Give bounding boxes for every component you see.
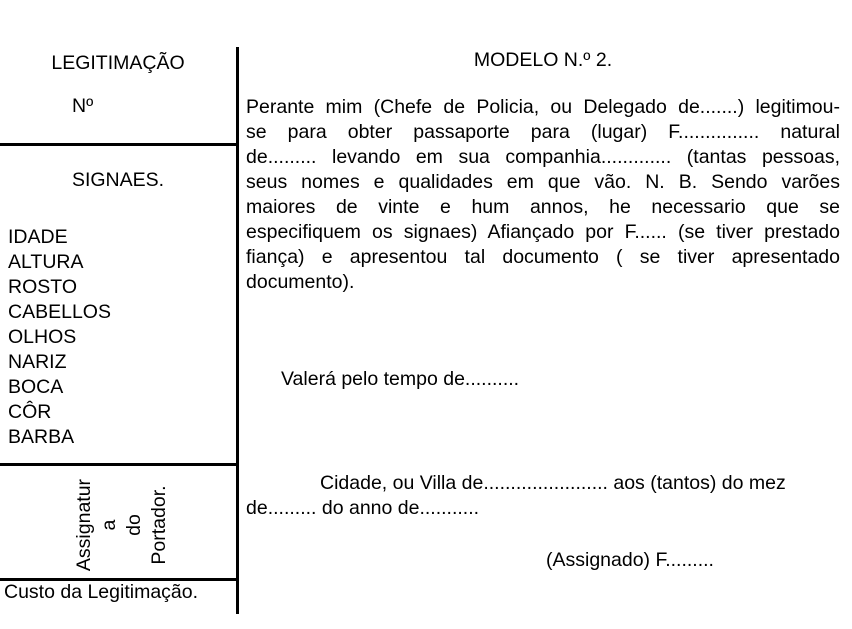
- bearer-signature-label-rotated: [72, 477, 172, 573]
- document-body-line: especifiquem os signaes) Afiançado por F...... (se tiver prestado: [246, 221, 840, 243]
- document-body-line: Perante mim (Chefe de Policia, ou Delegado de.......) legitimou-: [246, 96, 840, 118]
- legitimation-cost-footer: Custo da Legitimação.: [4, 581, 199, 603]
- column-divider-vertical-rule: [236, 47, 239, 614]
- place-and-date-line: de......... do anno de...........: [246, 497, 480, 519]
- document-body-paragraph: [246, 95, 840, 295]
- document-body-line: fiança) e apresentou tal documento ( se tiver apresentado: [246, 246, 840, 268]
- document-body-line: maiores de vinte e hum annos, he necessario que se: [246, 196, 840, 218]
- horizontal-rule-below-signaes: [0, 463, 239, 466]
- signaes-item: BOCA: [8, 376, 64, 398]
- document-title: MODELO N.º 2.: [473, 49, 613, 71]
- place-and-date-line: Cidade, ou Villa de....................... aos (tantos) do mez: [320, 472, 786, 494]
- document-body-line: seus nomes e qualidades em que vão. N. B. Sendo varões: [246, 171, 840, 193]
- bearer-signature-label-line: Assignatur: [73, 478, 95, 572]
- validity-period-line: Valerá pelo tempo de..........: [281, 368, 520, 390]
- horizontal-rule-below-number: [0, 143, 239, 146]
- signaes-item: CÔR: [8, 401, 52, 423]
- signaes-list: [8, 225, 111, 450]
- place-and-date-paragraph: [246, 471, 840, 521]
- signaes-item: BARBA: [8, 426, 75, 448]
- signaes-item: NARIZ: [8, 351, 67, 373]
- bearer-signature-label-line: Portador.: [148, 485, 170, 565]
- document-body-line: de......... levando em sua companhia............. (tantas pessoas,: [246, 146, 840, 168]
- document-body-line: se para obter passaporte para (lugar) F............... natural: [246, 121, 840, 143]
- signaes-item: IDADE: [8, 226, 68, 248]
- legitimation-number-label: Nº: [72, 95, 94, 117]
- signaes-item: ROSTO: [8, 276, 77, 298]
- document-body-line: documento).: [246, 271, 355, 293]
- signaes-item: ALTURA: [8, 251, 84, 273]
- signaes-item: OLHOS: [8, 326, 77, 348]
- signed-by-line: (Assignado) F.........: [546, 549, 714, 571]
- bearer-signature-label-line: do: [123, 514, 145, 536]
- left-panel-title: LEGITIMAÇÃO: [51, 52, 185, 74]
- bearer-signature-label-line: a: [98, 519, 120, 531]
- signaes-header: SIGNAES.: [71, 169, 165, 191]
- signaes-item: CABELLOS: [8, 301, 111, 323]
